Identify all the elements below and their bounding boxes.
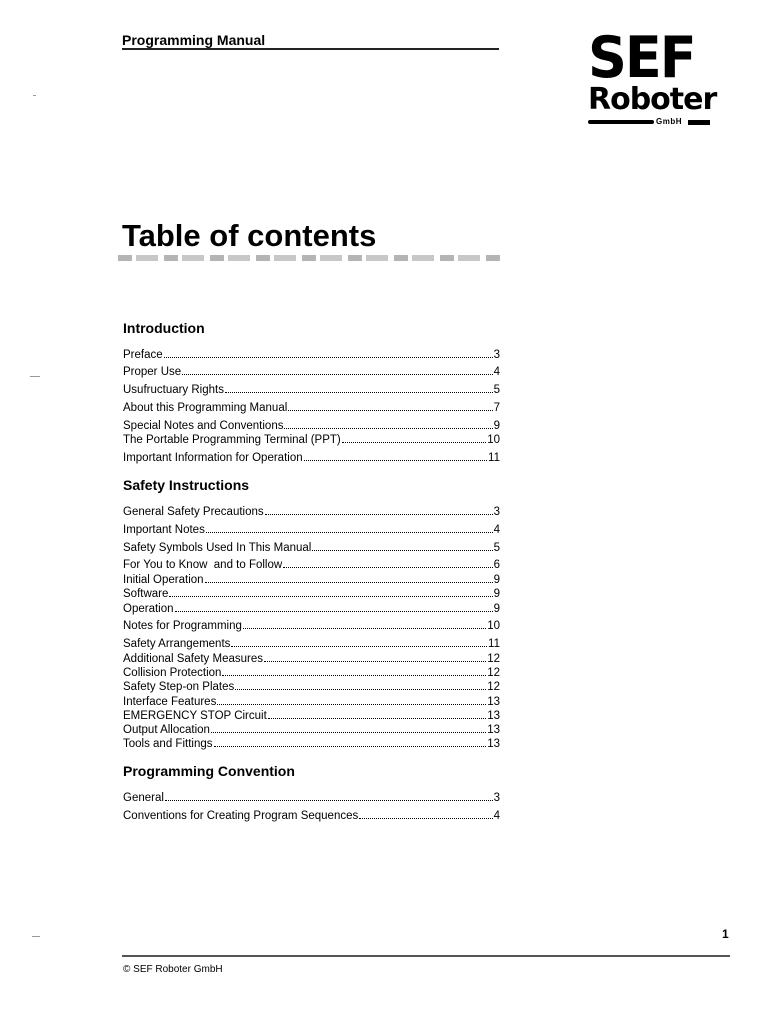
toc-title: Table of contents xyxy=(122,218,377,253)
toc-entry-title: General xyxy=(123,792,164,804)
toc-entry-page: 5 xyxy=(493,542,500,554)
toc-leader-dots xyxy=(312,540,492,551)
toc-entry-page: 9 xyxy=(493,603,500,615)
toc-leader-dots xyxy=(359,808,492,819)
toc-entry[interactable] xyxy=(123,665,500,680)
toc-entry[interactable] xyxy=(123,790,500,805)
toc-entry-title: Usufructuary Rights xyxy=(123,384,224,396)
toc-entry[interactable] xyxy=(123,736,500,751)
toc-leader-dots xyxy=(165,790,493,801)
toc-entry-title: Conventions for Creating Program Sequences xyxy=(123,810,359,822)
toc-entry[interactable] xyxy=(123,418,500,433)
toc-entry-page: 7 xyxy=(493,402,500,414)
toc-entry-page: 4 xyxy=(493,810,500,822)
toc-entry[interactable] xyxy=(123,432,500,447)
page-number: 1 xyxy=(722,927,729,941)
logo-bar-right xyxy=(688,120,710,125)
logo-sef-text: SEF xyxy=(588,24,695,91)
toc-leader-dots xyxy=(342,432,486,443)
toc-entry-title: Important Notes xyxy=(123,524,205,536)
toc-entry[interactable] xyxy=(123,382,500,397)
toc-entry-page: 3 xyxy=(493,792,500,804)
toc-leader-dots xyxy=(243,618,486,629)
toc-entry[interactable] xyxy=(123,694,500,709)
toc-leader-dots xyxy=(225,382,493,393)
toc-entry[interactable] xyxy=(123,540,500,555)
toc-entry-title: The Portable Programming Terminal (PPT) xyxy=(123,434,341,446)
logo-roboter-text: Roboter xyxy=(588,82,717,117)
toc-leader-dots xyxy=(211,722,486,733)
toc-entry-page: 6 xyxy=(493,559,500,571)
scan-speck xyxy=(33,95,36,96)
logo-bar-left xyxy=(588,120,654,124)
toc-leader-dots xyxy=(164,347,493,358)
toc-entry-page: 12 xyxy=(487,653,500,665)
toc-leader-dots xyxy=(284,418,492,429)
toc-leader-dots xyxy=(264,651,486,662)
toc-entry-page: 4 xyxy=(493,366,500,378)
toc-entry-title: Safety Symbols Used In This Manual xyxy=(123,542,312,554)
toc-entry-title: Collision Protection xyxy=(123,667,222,679)
toc-entry-title: Proper Use xyxy=(123,366,182,378)
toc-entry-page: 4 xyxy=(493,524,500,536)
toc-entry[interactable] xyxy=(123,572,500,587)
toc-entry[interactable] xyxy=(123,557,500,572)
toc-title-underline xyxy=(118,255,500,261)
toc-leader-dots xyxy=(288,400,492,411)
toc-entry-title: Preface xyxy=(123,349,163,361)
toc-leader-dots xyxy=(222,665,486,676)
toc-entry[interactable] xyxy=(123,618,500,633)
toc-entry-page: 3 xyxy=(493,506,500,518)
toc-entry-page: 5 xyxy=(493,384,500,396)
toc-entry-title: Software xyxy=(123,588,169,600)
section-heading-safety-instructions: Safety Instructions xyxy=(123,477,250,493)
toc-entry-title: Safety Step-on Plates xyxy=(123,681,235,693)
logo-gmbh-text: GmbH xyxy=(656,117,682,126)
toc-entry-title: For You to Know and to Follow xyxy=(123,559,283,571)
toc-entry[interactable] xyxy=(123,400,500,415)
toc-entry-page: 11 xyxy=(488,452,500,464)
toc-leader-dots xyxy=(214,736,487,747)
toc-entry[interactable] xyxy=(123,364,500,379)
toc-leader-dots xyxy=(217,694,486,705)
toc-entry[interactable] xyxy=(123,586,500,601)
toc-entry[interactable] xyxy=(123,450,500,465)
section-heading-programming-convention: Programming Convention xyxy=(123,763,295,779)
toc-entry-title: Additional Safety Measures xyxy=(123,653,263,665)
toc-entry-page: 12 xyxy=(487,667,500,679)
toc-entry[interactable] xyxy=(123,708,500,723)
toc-leader-dots xyxy=(175,601,493,612)
toc-leader-dots xyxy=(235,679,486,690)
toc-entry-page: 10 xyxy=(487,434,500,446)
toc-entry-page: 13 xyxy=(487,738,500,750)
toc-leader-dots xyxy=(265,504,493,515)
toc-entry[interactable] xyxy=(123,636,500,651)
page-header-title: Programming Manual xyxy=(122,32,499,50)
toc-entry-page: 12 xyxy=(487,681,500,693)
toc-entry-page: 10 xyxy=(487,620,500,632)
toc-entry-page: 11 xyxy=(488,638,500,650)
toc-entry-title: Special Notes and Conventions xyxy=(123,420,284,432)
toc-entry-page: 9 xyxy=(493,420,500,432)
toc-entry-page: 3 xyxy=(493,349,500,361)
toc-entry[interactable] xyxy=(123,651,500,666)
toc-entry-page: 13 xyxy=(487,710,500,722)
toc-leader-dots xyxy=(169,586,492,597)
toc-entry-title: Tools and Fittings xyxy=(123,738,213,750)
toc-entry-title: Output Allocation xyxy=(123,724,210,736)
scan-speck xyxy=(32,936,40,937)
footer-copyright: © SEF Roboter GmbH xyxy=(123,964,223,975)
toc-leader-dots xyxy=(231,636,487,647)
toc-entry-title: About this Programming Manual xyxy=(123,402,288,414)
toc-entry-title: Interface Features xyxy=(123,696,217,708)
toc-leader-dots xyxy=(206,522,493,533)
toc-entry-title: Important Information for Operation xyxy=(123,452,303,464)
toc-entry-title: Initial Operation xyxy=(123,574,204,586)
footer-rule xyxy=(122,955,730,957)
toc-entry[interactable] xyxy=(123,722,500,737)
toc-leader-dots xyxy=(283,557,492,568)
section-heading-introduction: Introduction xyxy=(123,320,205,336)
toc-entry-page: 9 xyxy=(493,574,500,586)
scan-speck xyxy=(30,376,40,377)
toc-entry-page: 13 xyxy=(487,724,500,736)
toc-leader-dots xyxy=(182,364,492,375)
toc-leader-dots xyxy=(205,572,493,583)
logo-underline-bar xyxy=(588,118,723,126)
toc-entry[interactable] xyxy=(123,522,500,537)
toc-entry[interactable] xyxy=(123,601,500,616)
sef-roboter-logo xyxy=(588,24,723,126)
toc-entry-page: 9 xyxy=(493,588,500,600)
toc-entry-title: Operation xyxy=(123,603,174,615)
toc-leader-dots xyxy=(268,708,486,719)
toc-entry[interactable] xyxy=(123,504,500,519)
toc-leader-dots xyxy=(304,450,487,461)
toc-entry-title: General Safety Precautions xyxy=(123,506,264,518)
toc-entry-title: Notes for Programming xyxy=(123,620,242,632)
toc-entry[interactable] xyxy=(123,679,500,694)
toc-entry-title: EMERGENCY STOP Circuit xyxy=(123,710,267,722)
toc-entry-page: 13 xyxy=(487,696,500,708)
toc-entry-title: Safety Arrangements xyxy=(123,638,231,650)
toc-entry[interactable] xyxy=(123,347,500,362)
toc-entry[interactable] xyxy=(123,808,500,823)
